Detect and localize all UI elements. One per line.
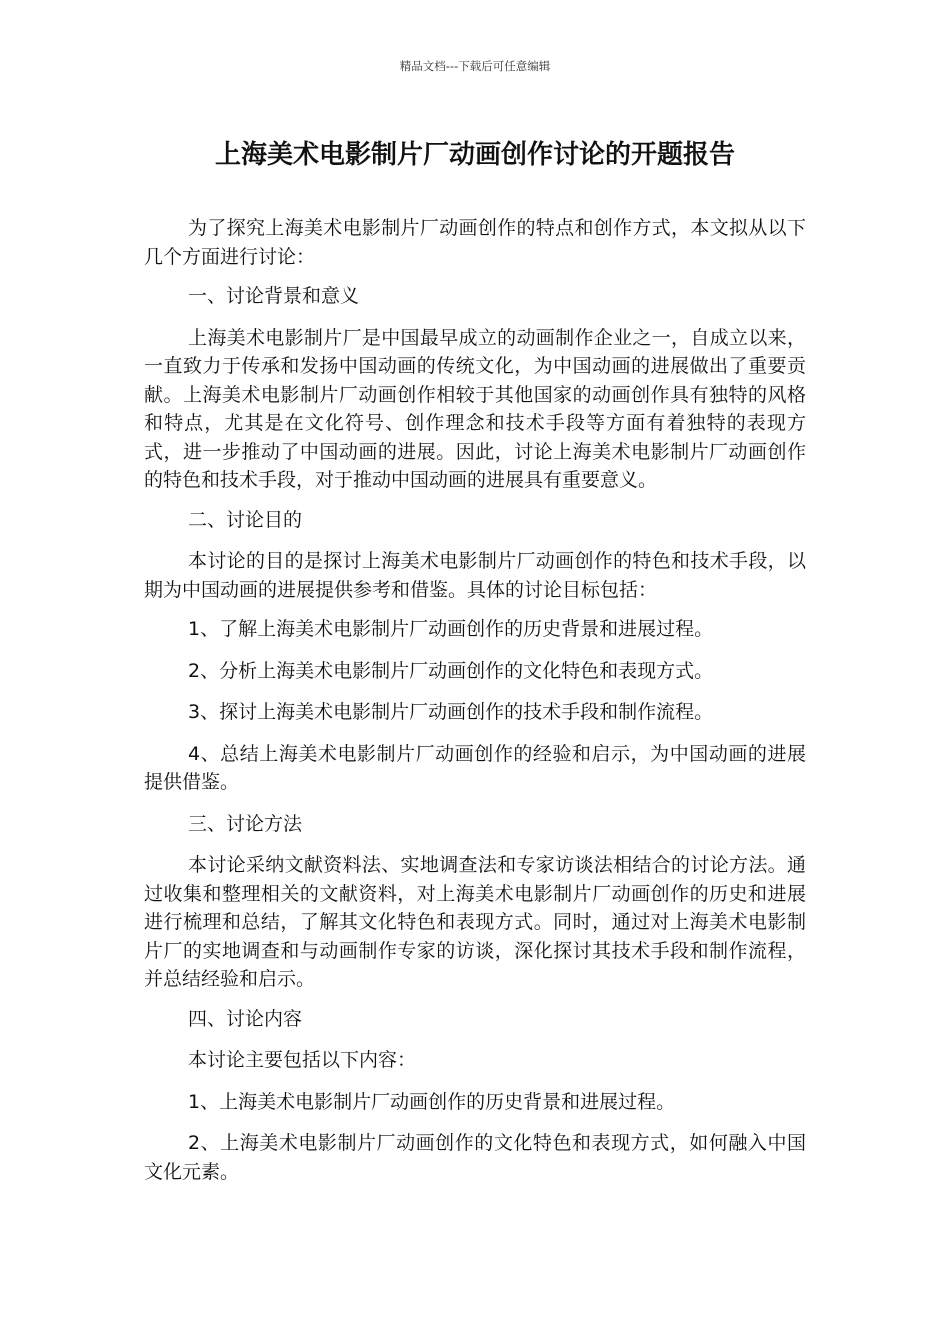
content-intro: 本讨论主要包括以下内容： [188,1049,417,1071]
purpose-list-item: 2、分析上海美术电影制片厂动画创作的文化特色和表现方式。 [188,659,714,682]
purpose-list-item: 1、了解上海美术电影制片厂动画创作的历史背景和进展过程。 [188,618,714,640]
method-paragraph: 本讨论采纳文献资料法、实地调查法和专家访谈法相结合的讨论方法。通过收集和整理相关的文献资料，对上海美术电影制片厂动画创作的历史和进展进行梳理和总结，了解其文化特色和表现方式。同时，通过对上海美术电影制片厂的实地调查和与动画制作专家的访谈，深化探讨其技术手段和制作流程，并总结经验和启示。 [144,854,806,990]
purpose-list-item: 3、探讨上海美术电影制片厂动画创作的技术手段和制作流程。 [188,701,714,723]
intro-paragraph: 为了探究上海美术电影制片厂动画创作的特点和创作方式，本文拟从以下几个方面进行讨论： [144,217,806,268]
content-list-item: 2、上海美术电影制片厂动画创作的文化特色和表现方式，如何融入中国文化元素。 [144,1132,806,1183]
section-heading-background: 一、讨论背景和意义 [188,285,360,307]
content-list-item: 1、上海美术电影制片厂动画创作的历史背景和进展过程。 [188,1090,676,1113]
background-paragraph: 上海美术电影制片厂是中国最早成立的动画制作企业之一，自成立以来，一直致力于传承和发扬中国动画的传统文化，为中国动画的进展做出了重要贡献。上海美术电影制片厂动画创作相较于其他国家的动画创作具有独特的风格和特点，尤其是在文化符号、创作理念和技术手段等方面有着独特的表现方式，进一步推动了中国动画的进展。因此，讨论上海美术电影制片厂动画创作的特色和技术手段，对于推动中国动画的进展具有重要意义。 [144,326,806,491]
section-heading-method: 三、讨论方法 [188,812,303,835]
page-header: 精品文档---下载后可任意编辑 [399,59,551,73]
purpose-list-item: 4、总结上海美术电影制片厂动画创作的经验和启示，为中国动画的进展提供借鉴。 [144,742,806,793]
document-body [144,214,806,1199]
section-heading-content: 四、讨论内容 [188,1007,303,1030]
section-heading-purpose: 二、讨论目的 [188,508,303,531]
document-title: 上海美术电影制片厂动画创作讨论的开题报告 [214,140,735,170]
purpose-paragraph: 本讨论的目的是探讨上海美术电影制片厂动画创作的特色和技术手段，以期为中国动画的进展提供参考和借鉴。具体的讨论目标包括： [144,550,806,601]
